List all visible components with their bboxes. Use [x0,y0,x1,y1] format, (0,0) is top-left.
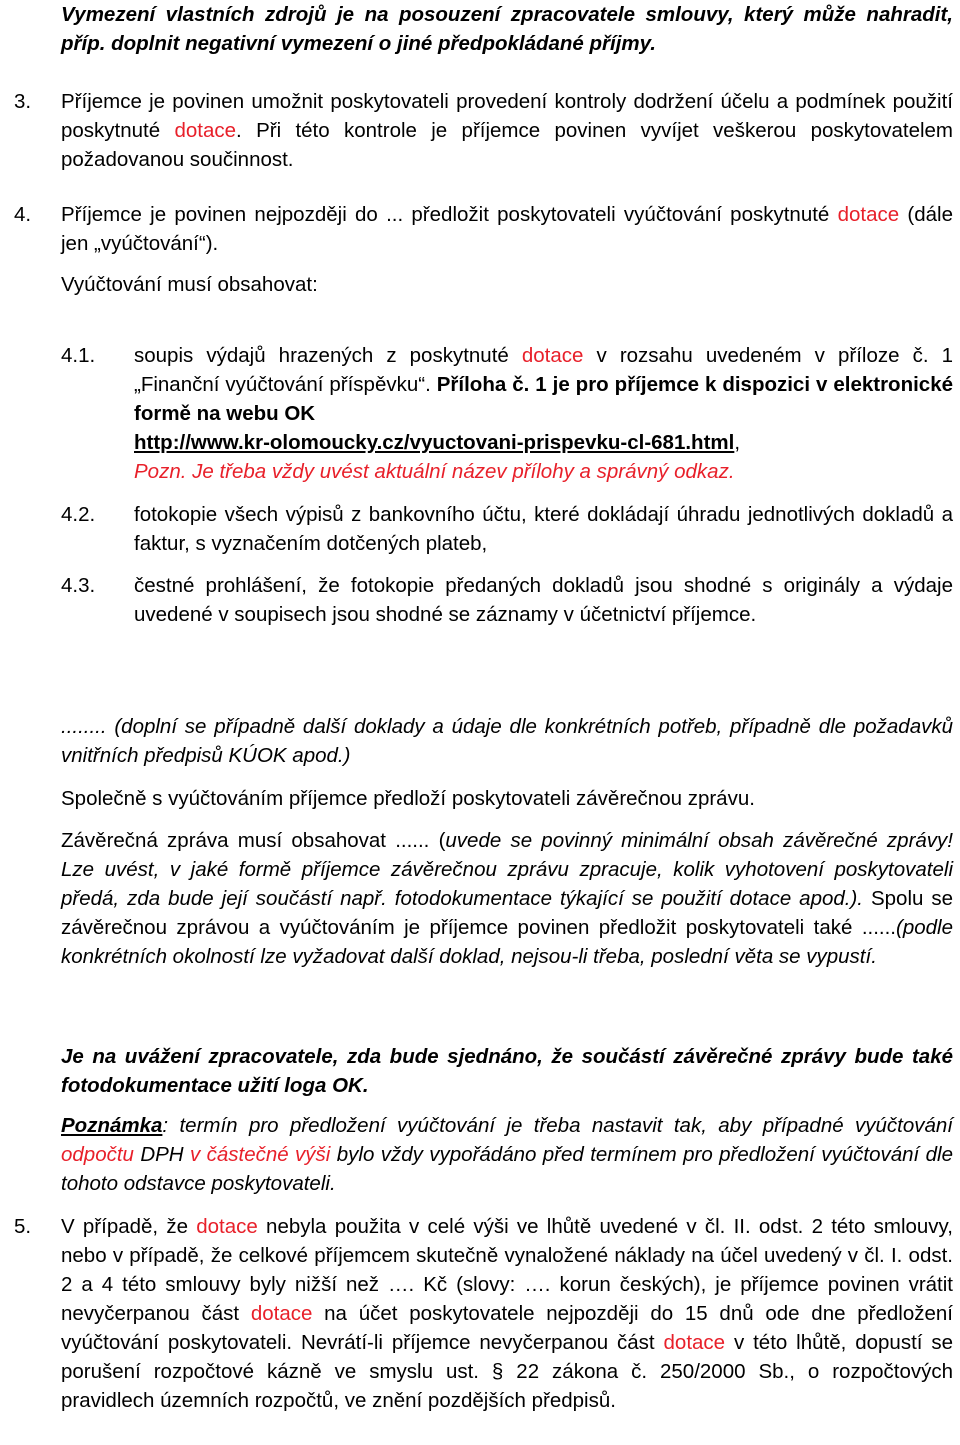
item-4-2: fotokopie všech výpisů z bankovního účtu, které dokládají úhradu jednotlivých dokladů a faktur, s vyznačením dotčených plateb, [134,503,953,555]
intro-note: Vymezení vlastních zdrojů je na posouzení zpracovatele smlouvy, který může nahradit, příp. doplnit negativní vymezení o jiné předpokládané příjmy. [61,3,953,55]
highlight-dotace: dotace [196,1215,258,1238]
highlight-odpoctu: odpočtu [61,1143,134,1166]
logo-photo-note: Je na uvážení zpracovatele, zda bude sjednáno, že součástí závěrečné zprávy bude také fotodokumentace užití loga OK. [61,1045,953,1097]
highlight-dotace: dotace [250,1302,313,1325]
final-report-contents: Závěrečná zpráva musí obsahovat ...... (uvede se povinný minimální obsah závěrečné zprávy! Lze uvést, v jaké formě příjemce závěrečnou zprávu zpracuje, kolik vyhotovení poskytovateli předá, zda bude její součástí např. fotodokumentace týkající se použití dotace apod.). Spolu se závěrečnou zprávou a vyúčtováním je příjemce povinen předložit poskytovateli také ......(podle konkrétních okolností lze vyžadovat další doklad, nejsou-li třeba, poslední věta se vypustí. [61,829,953,968]
paragraph-5: V případě, že dotace nebyla použita v celé výši ve lhůtě uvedené v čl. II. odst. 2 této smlouvy, nebo v případě, že celkové příjemcem skutečně vynaložené náklady na účel uvedený v čl. I. odst. 2 a 4 této smlouvy byly nižší než …. Kč (slovy: …. korun českých), je příjemce povinen vrátit nevyčerpanou část dotace na účet poskytovatele nejpozději do 15 dnů ode dne předložení vyúčtování poskytovateli. Nevrátí-li příjemce nevyčerpanou část dotace v této lhůtě, dopustí se porušení rozpočtové kázně ve smyslu ust. § 22 zákona č. 250/2000 Sb., o rozpočtových pravidlech územních rozpočtů, ve znění pozdějších předpisů. [61,1215,953,1412]
attachment-bold-note: Příloha č. 1 je pro příjemce k dispozici v elektronické formě na webu OK [134,373,954,425]
vyuctovani-must-contain: Vyúčtování musí obsahovat: [61,273,318,296]
final-report-sentence: Společně s vyúčtováním příjemce předloží poskytovateli závěrečnou zprávu. [61,787,755,810]
item-4-1-url-line: http://www.kr-olomoucky.cz/vyuctovani-prispevku-cl-681.html, [134,431,741,454]
item-4-2-number: 4.2. [61,503,96,526]
paragraph-3-number: 3. [14,90,32,113]
attachment-link[interactable]: http://www.kr-olomoucky.cz/vyuctovani-prispevku-cl-681.html [134,431,735,454]
highlight-dotace: dotace [663,1331,726,1354]
highlight-dotace: dotace [174,119,237,142]
item-4-3: čestné prohlášení, že fotokopie předaných dokladů jsou shodné s originály a výdaje uvedené v soupisech jsou shodné se záznamy v účetnictví příjemce. [134,574,953,626]
paragraph-4: Příjemce je povinen nejpozději do ... předložit poskytovateli vyúčtování poskytnuté dotace (dále jen „vyúčtování“). [61,203,954,255]
item-4-1: soupis výdajů hrazených z poskytnuté dotace v rozsahu uvedeném v příloze č. 1 „Finanční vyúčtování příspěvku“. Příloha č. 1 je pro příjemce k dispozici v elektronické formě na webu OK [134,344,954,425]
additional-documents-note: ........ (doplní se případně další doklady a údaje dle konkrétních potřeb, případně dle požadavků vnitřních předpisů KÚOK apod.) [61,715,953,767]
highlight-dotace: dotace [521,344,584,367]
paragraph-3: Příjemce je povinen umožnit poskytovateli provedení kontroly dodržení účelu a podmínek použití poskytnuté dotace. Při této kontrole je příjemce povinen vyvíjet veškerou poskytovatelem požadovanou součinnost. [61,90,953,171]
item-4-1-number: 4.1. [61,344,96,367]
item-4-1-note: Pozn. Je třeba vždy uvést aktuální název přílohy a správný odkaz. [134,460,735,483]
highlight-dotace: dotace [837,203,900,226]
remark-label: Poznámka [61,1114,163,1137]
item-4-3-number: 4.3. [61,574,96,597]
paragraph-4-number: 4. [14,203,32,226]
paragraph-5-number: 5. [14,1215,32,1238]
remark: Poznámka: termín pro předložení vyúčtování je třeba nastavit tak, aby případné vyúčtování odpočtu DPH v částečné výši bylo vždy vypořádáno před termínem pro předložení vyúčtování dle tohoto odstavce poskytovateli. [61,1114,953,1195]
highlight-castecne-vysi: v částečné výši [190,1143,331,1166]
